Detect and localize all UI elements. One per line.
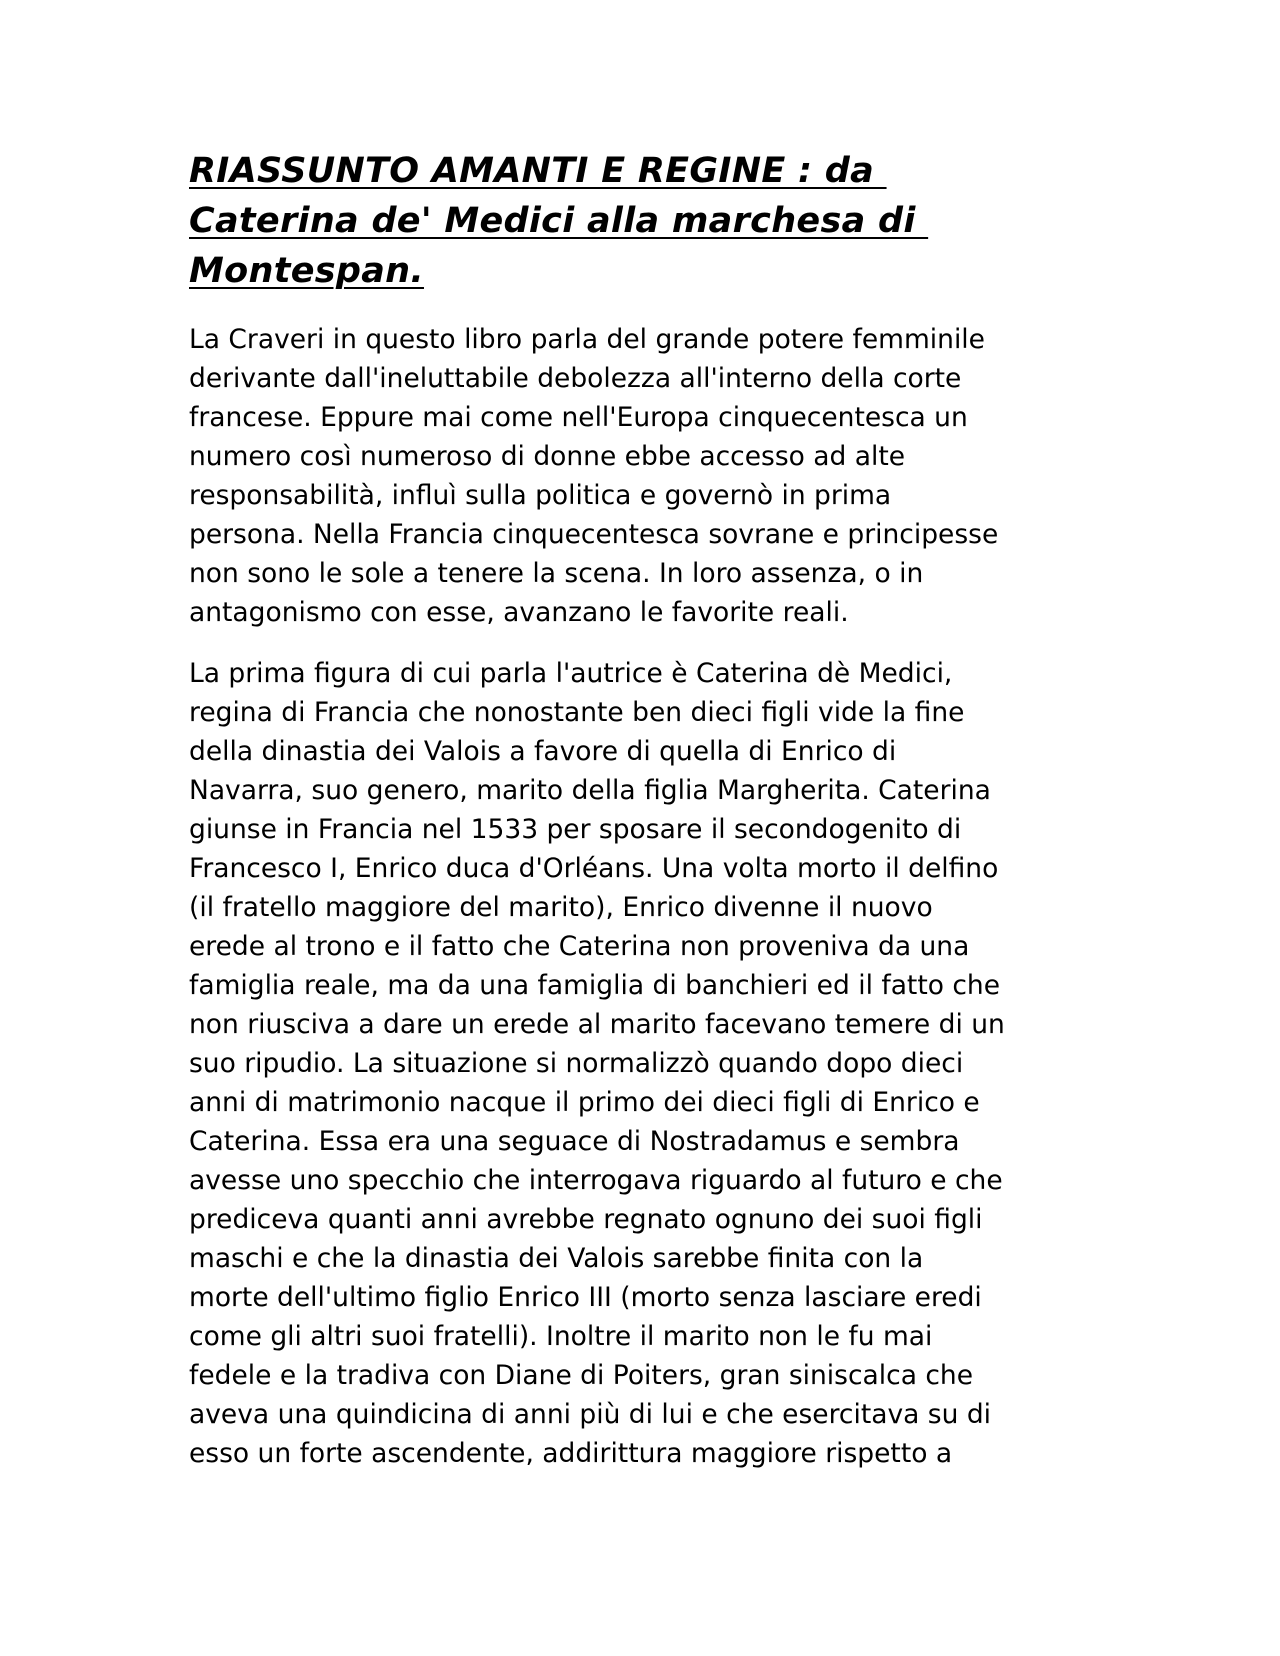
text-line: La prima figura di cui parla l'autrice è Caterina dè Medici, [189, 658, 953, 689]
title-line: Montespan. [189, 251, 424, 291]
text-line: derivante dall'ineluttabile debolezza all'interno della corte [189, 363, 962, 394]
text-line: Caterina. Essa era una seguace di Nostradamus e sembra [189, 1126, 960, 1157]
text-line: numero così numeroso di donne ebbe accesso ad alte [189, 441, 906, 472]
text-line: non sono le sole a tenere la scena. In loro assenza, o in [189, 558, 924, 589]
text-line: giunse in Francia nel 1533 per sposare il secondogenito di [189, 814, 962, 845]
text-line: antagonismo con esse, avanzano le favorite reali. [189, 597, 849, 628]
text-line: (il fratello maggiore del marito), Enrico divenne il nuovo [189, 892, 933, 923]
text-line: suo ripudio. La situazione si normalizzò quando dopo dieci [189, 1048, 964, 1079]
text-line: francese. Eppure mai come nell'Europa cinquecentesca un [189, 402, 968, 433]
text-line: della dinastia dei Valois a favore di quella di Enrico di [189, 736, 897, 767]
paragraph-caterina [189, 654, 1094, 1473]
text-line: non riusciva a dare un erede al marito facevano temere di un [189, 1009, 1005, 1040]
text-line: avesse uno specchio che interrogava riguardo al futuro e che [189, 1165, 1003, 1196]
text-line: anni di matrimonio nacque il primo dei dieci figli di Enrico e [189, 1087, 980, 1118]
text-line: maschi e che la dinastia dei Valois sarebbe finita con la [189, 1243, 924, 1274]
title-line: Caterina de' Medici alla marchesa di [189, 201, 929, 241]
title-line: RIASSUNTO AMANTI E REGINE : da [189, 151, 887, 191]
text-line: persona. Nella Francia cinquecentesca sovrane e principesse [189, 519, 999, 550]
text-line: aveva una quindicina di anni più di lui e che esercitava su di [189, 1399, 992, 1430]
document-body [189, 146, 1094, 1495]
text-line: Navarra, suo genero, marito della figlia Margherita. Caterina [189, 775, 991, 806]
text-line: come gli altri suoi fratelli). Inoltre il marito non le fu mai [189, 1321, 933, 1352]
text-line: Francesco I, Enrico duca d'Orléans. Una volta morto il delfino [189, 853, 999, 884]
text-line: morte dell'ultimo figlio Enrico III (morto senza lasciare eredi [189, 1282, 982, 1313]
text-line: responsabilità, influì sulla politica e governò in prima [189, 480, 892, 511]
document-title [189, 146, 1094, 296]
paragraph-intro [189, 320, 1094, 632]
text-line: erede al trono e il fatto che Caterina non proveniva da una [189, 931, 970, 962]
text-line: famiglia reale, ma da una famiglia di banchieri ed il fatto che [189, 970, 1001, 1001]
text-line: La Craveri in questo libro parla del grande potere femminile [189, 324, 985, 355]
text-line: regina di Francia che nonostante ben dieci figli vide la fine [189, 697, 965, 728]
text-line: fedele e la tradiva con Diane di Poiters, gran siniscalca che [189, 1360, 974, 1391]
text-line: esso un forte ascendente, addirittura maggiore rispetto a [189, 1438, 953, 1469]
text-line: prediceva quanti anni avrebbe regnato ognuno dei suoi figli [189, 1204, 983, 1235]
